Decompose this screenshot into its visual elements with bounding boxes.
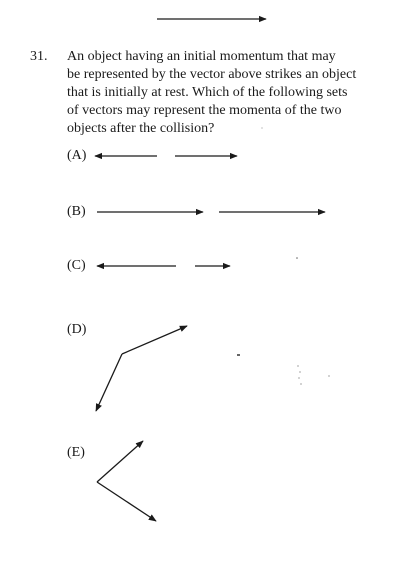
option-e-vector-down-right <box>97 482 156 521</box>
option-d-label[interactable]: (D) <box>67 322 87 337</box>
option-a-label[interactable]: (A) <box>67 148 87 163</box>
question-text-line: An object having an initial momentum that may <box>67 49 336 64</box>
option-b-label[interactable]: (B) <box>67 204 86 219</box>
option-e-vector-up-right <box>97 441 143 482</box>
question-text-line: that is initially at rest. Which of the following sets <box>67 85 348 100</box>
option-d-vector-down-left <box>96 354 122 411</box>
question-text-line: objects after the collision? <box>67 121 215 136</box>
option-c-label[interactable]: (C) <box>67 258 86 273</box>
option-d-vector-up-right <box>122 326 187 354</box>
question-text-line: of vectors may represent the momenta of the two <box>67 103 342 118</box>
option-e-label[interactable]: (E) <box>67 445 85 460</box>
question-text-line: be represented by the vector above strikes an object <box>67 67 357 82</box>
question-number: 31. <box>30 49 48 64</box>
scan-specks <box>237 128 330 385</box>
